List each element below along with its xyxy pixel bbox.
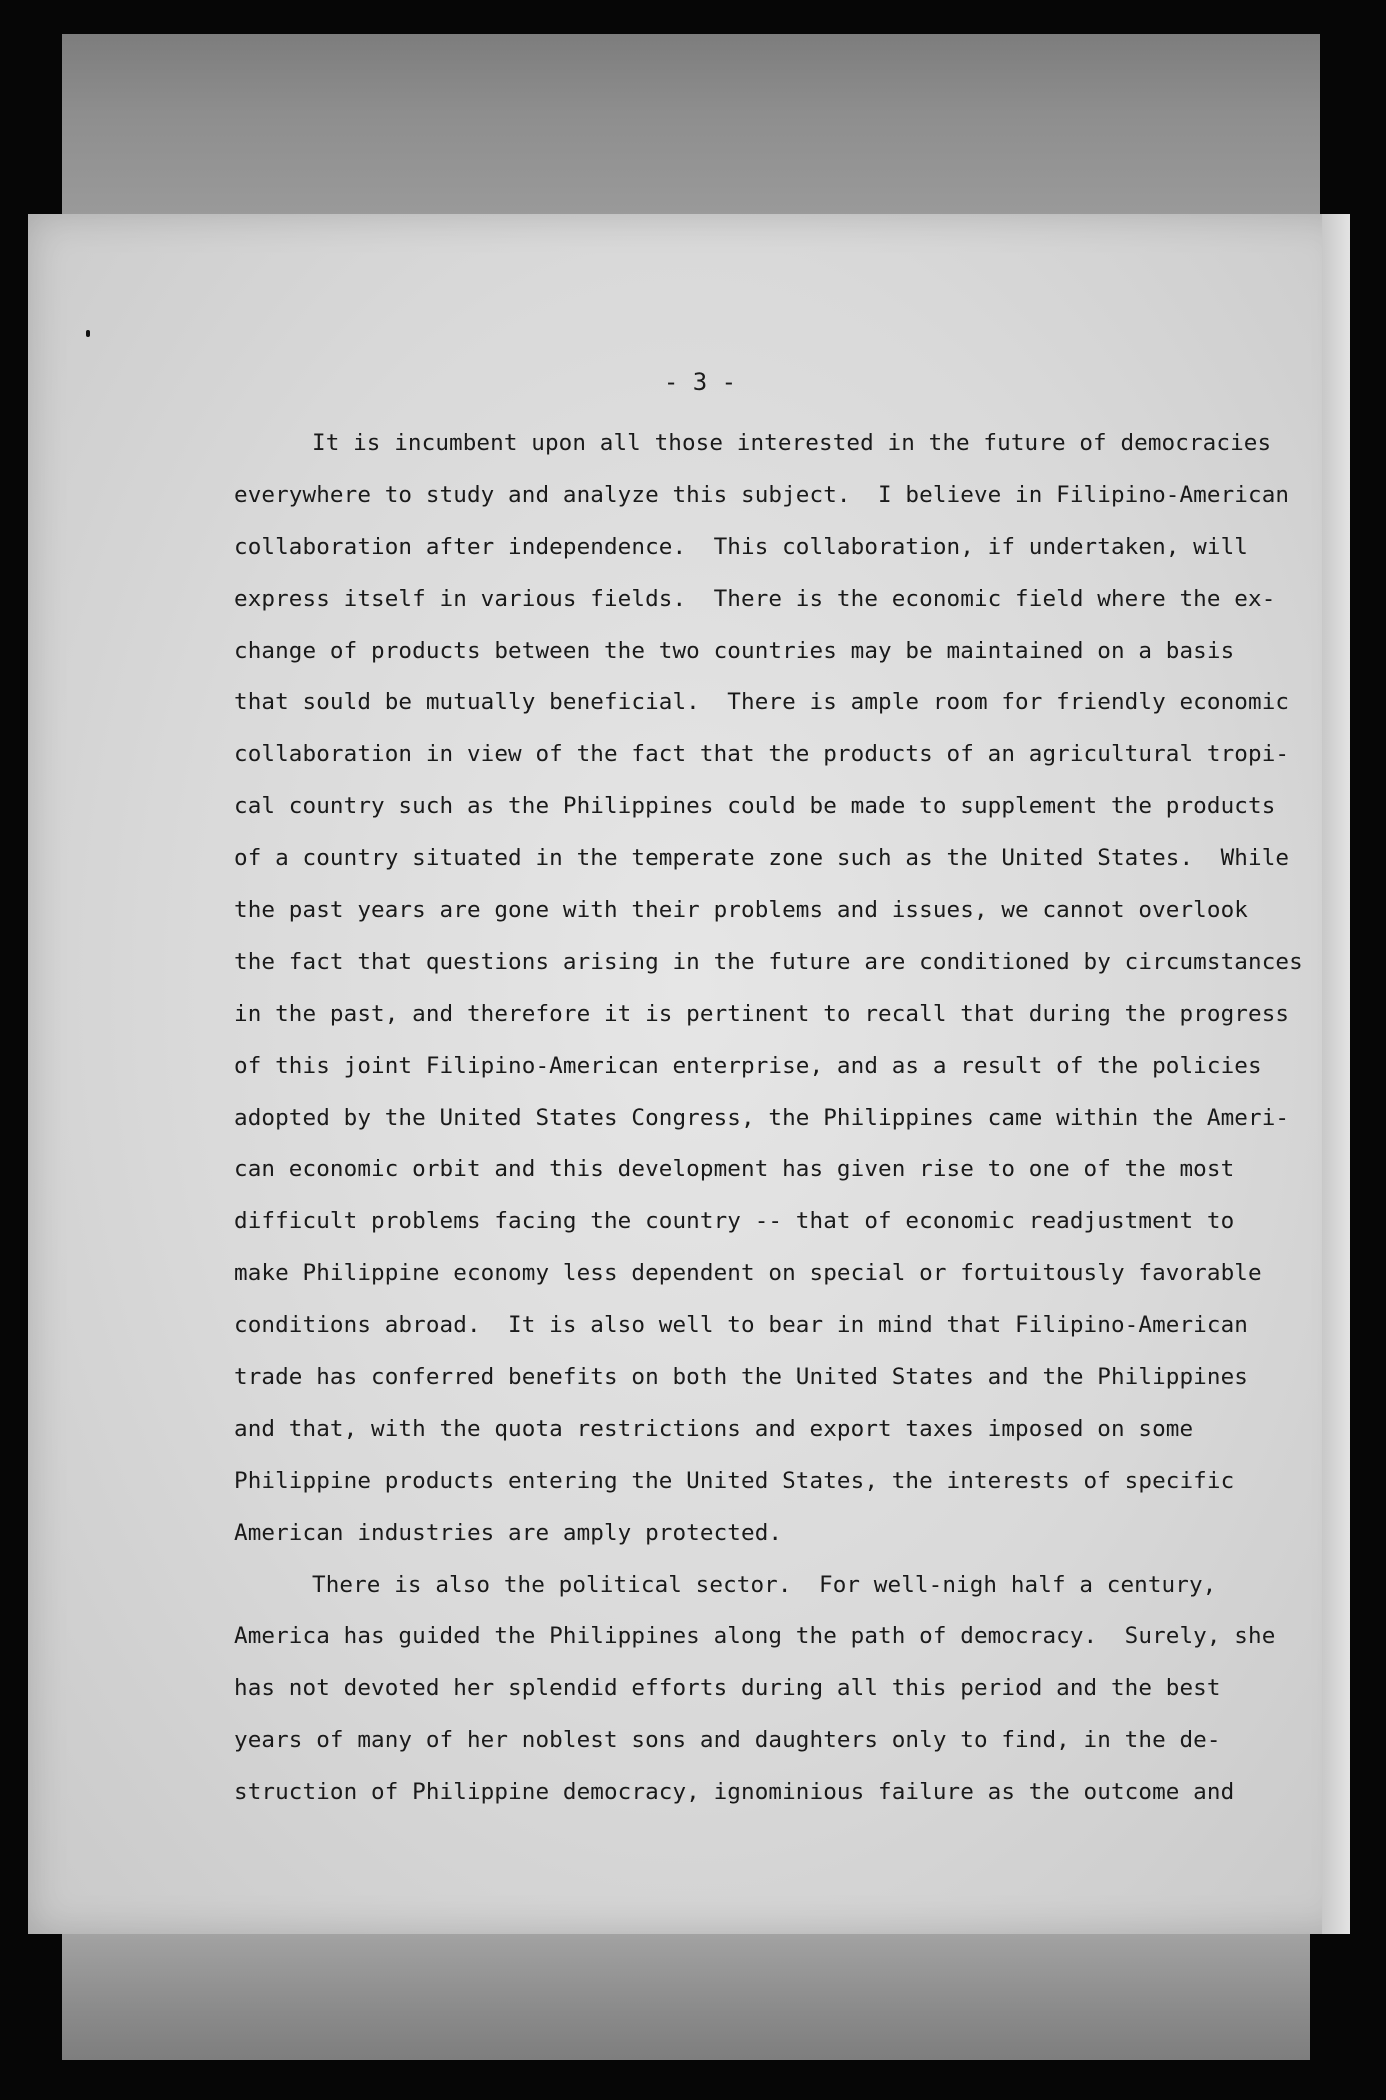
text-line: collaboration after independence. This collaboration, if undertaken, will [234, 533, 1248, 560]
text-line: struction of Philippine democracy, ignominious failure as the outcome and [234, 1779, 1235, 1806]
text-line: collaboration in view of the fact that the products of an agricultural tropi- [234, 741, 1290, 768]
ink-speck [86, 330, 90, 337]
text-line: has not devoted her splendid efforts during all this period and the best [234, 1675, 1221, 1702]
text-line: express itself in various fields. There is the economic field where the ex- [234, 585, 1276, 612]
text-line: that sould be mutually beneficial. There is ample room for friendly economic [234, 689, 1290, 716]
text-line: everywhere to study and analyze this subject. I believe in Filipino-American [234, 481, 1290, 508]
text-line: change of products between the two countries may be maintained on a basis [234, 637, 1235, 664]
page-edge [1322, 214, 1350, 1934]
text-line: Philippine products entering the United States, the interests of specific [234, 1467, 1235, 1494]
text-line: difficult problems facing the country -- that of economic readjustment to [234, 1208, 1235, 1235]
text-line: of this joint Filipino-American enterprise, and as a result of the policies [234, 1052, 1262, 1079]
text-line: There is also the political sector. For well-nigh half a century, [312, 1571, 1217, 1598]
text-line: years of many of her noblest sons and daughters only to find, in the de- [234, 1727, 1221, 1754]
text-line: of a country situated in the temperate zone such as the United States. While [234, 845, 1290, 872]
text-line: America has guided the Philippines along the path of democracy. Surely, she [234, 1623, 1276, 1650]
text-line: in the past, and therefore it is pertinent to recall that during the progress [234, 1000, 1290, 1027]
text-line: can economic orbit and this development has given rise to one of the most [234, 1156, 1235, 1183]
underlying-sheet-bottom [62, 1925, 1310, 2060]
text-line: and that, with the quota restrictions and export taxes imposed on some [234, 1415, 1194, 1442]
text-line: cal country such as the Philippines could be made to supplement the products [234, 793, 1276, 820]
text-line: the past years are gone with their problems and issues, we cannot overlook [234, 897, 1248, 924]
text-line: trade has conferred benefits on both the United States and the Philippines [234, 1364, 1248, 1391]
text-line: adopted by the United States Congress, the Philippines came within the Ameri- [234, 1104, 1290, 1131]
text-line: make Philippine economy less dependent on special or fortuitously favorable [234, 1260, 1262, 1287]
text-line: the fact that questions arising in the future are conditioned by circumstances [234, 948, 1303, 975]
body-text [234, 418, 1303, 1819]
text-line: conditions abroad. It is also well to bear in mind that Filipino-American [234, 1312, 1248, 1339]
page-number: - 3 - [663, 368, 737, 396]
text-line: It is incumbent upon all those interested in the future of democracies [312, 430, 1272, 456]
text-line: American industries are amply protected. [234, 1519, 783, 1546]
underlying-sheet-top [62, 34, 1320, 234]
